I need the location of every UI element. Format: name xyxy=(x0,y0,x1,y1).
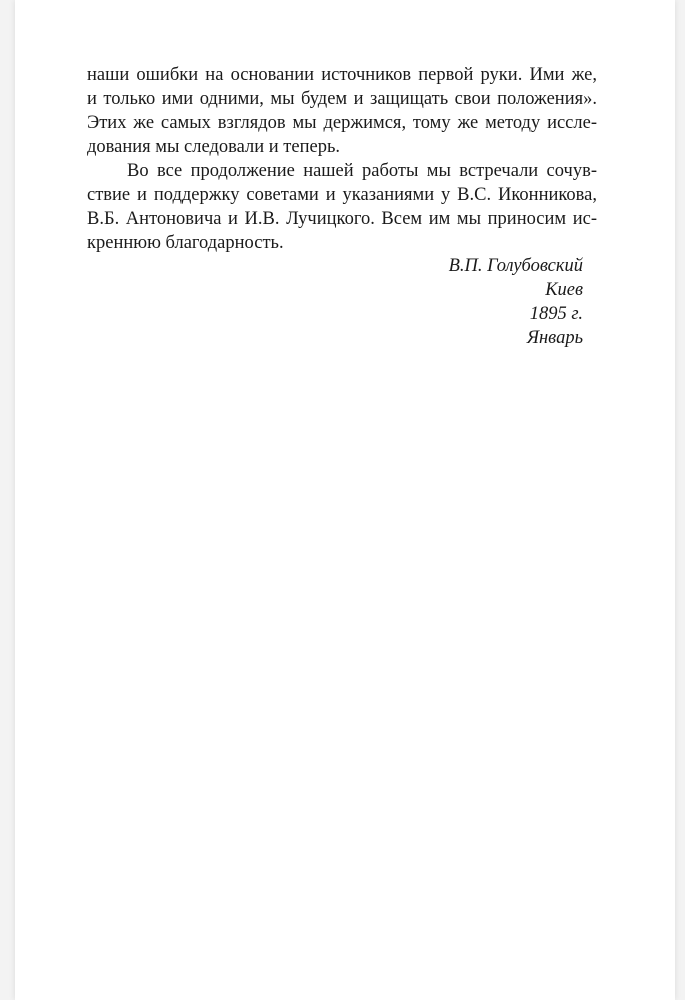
paragraph-2-line-2: ствие и поддержку советами и указаниями у В.С. Иконникова, xyxy=(87,185,597,205)
paragraph-2-line-3: В.Б. Антоновича и И.В. Лучицкого. Всем им мы приносим ис- xyxy=(87,209,597,229)
signature-author: В.П. Голубовский xyxy=(448,256,583,276)
paragraph-1-line-2: и только ими одними, мы будем и защищать свои положения». xyxy=(87,89,597,109)
paragraph-1-line-3: Этих же самых взглядов мы держимся, тому же методу иссле- xyxy=(87,113,597,133)
paragraph-2-line-1: Во все продолжение нашей работы мы встречали сочув- xyxy=(127,161,597,181)
signature-city: Киев xyxy=(545,280,583,300)
paragraph-2-line-4: креннюю благодарность. xyxy=(87,233,284,253)
signature-year: 1895 г. xyxy=(529,304,583,324)
signature-month: Январь xyxy=(526,328,583,348)
document-page xyxy=(15,0,675,1000)
paragraph-1-line-1: наши ошибки на основании источников первой руки. Ими же, xyxy=(87,65,597,85)
paragraph-1-line-4: дования мы следовали и теперь. xyxy=(87,137,341,157)
